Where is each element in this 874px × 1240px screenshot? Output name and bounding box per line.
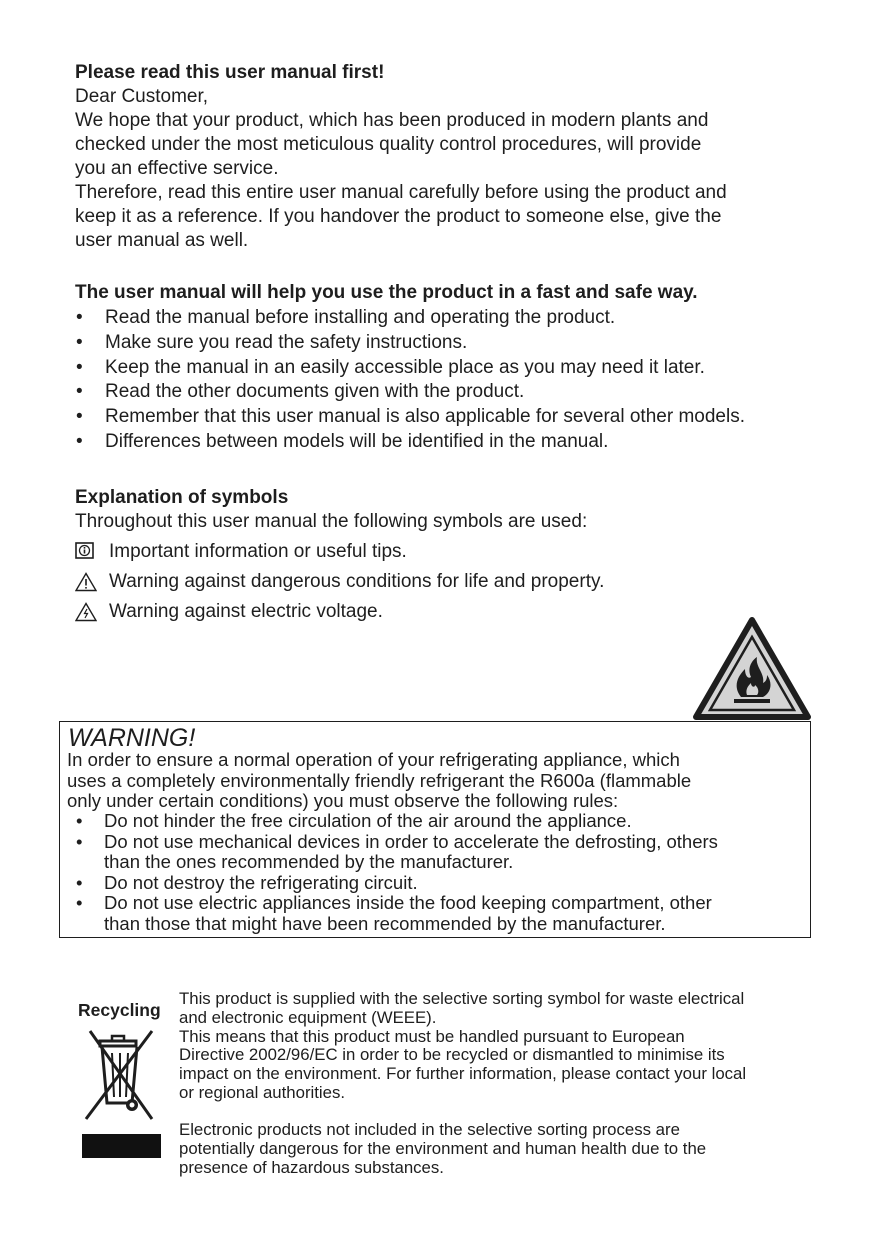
- intro-line: We hope that your product, which has been produced in modern plants and: [75, 110, 709, 131]
- electric-warning-icon: [75, 602, 97, 622]
- recycling-line: Directive 2002/96/EC in order to be recycled or dismantled to minimise its: [179, 1045, 725, 1065]
- symbols-intro: Throughout this user manual the following symbols are used:: [75, 511, 588, 532]
- intro-line: checked under the most meticulous quality control procedures, will provide: [75, 134, 702, 155]
- intro-line: you an effective service.: [75, 158, 279, 179]
- rule-line: • Do not use electric appliances inside the food keeping compartment, other: [104, 892, 712, 914]
- symbol-row-electric: [75, 601, 383, 623]
- list-item: [67, 832, 718, 873]
- recycling-line: impact on the environment. For further information, please contact your local: [179, 1064, 747, 1084]
- list-item: [67, 873, 718, 894]
- recycling-paragraph-1: [179, 990, 746, 1103]
- recycling-line: Electronic products not included in the selective sorting process are: [179, 1120, 680, 1139]
- symbols-heading: Explanation of symbols: [75, 487, 289, 508]
- rule-line: • Do not use mechanical devices in order to accelerate the defrosting, others: [104, 830, 718, 852]
- recycling-line: presence of hazardous substances.: [179, 1157, 444, 1177]
- intro-line: Dear Customer,: [75, 86, 209, 107]
- warning-line: uses a completely environmentally friendly refrigerant the R600a (flammable: [67, 769, 692, 791]
- list-item: • Differences between models will be identified in the manual.: [75, 430, 745, 455]
- recycling-line: and electronic equipment (WEEE).: [179, 1007, 437, 1027]
- warning-triangle-icon: [75, 572, 97, 592]
- list-item: • Read the manual before installing and operating the product.: [75, 306, 745, 331]
- list-item: • Remember that this user manual is also applicable for several other models.: [75, 405, 745, 430]
- intro-line: keep it as a reference. If you handover the product to someone else, give the: [75, 206, 722, 227]
- intro-line: user manual as well.: [75, 230, 249, 251]
- crossed-out-bin-icon: [82, 1023, 164, 1123]
- warning-line: In order to ensure a normal operation of your refrigerating appliance, which: [67, 749, 680, 770]
- symbol-text: Important information or useful tips.: [109, 541, 407, 562]
- intro-heading: Please read this user manual first!: [75, 62, 385, 83]
- flammable-warning-sign-icon: [693, 617, 811, 721]
- recycling-line: potentially dangerous for the environment and human health due to the: [179, 1138, 707, 1158]
- recycling-line: or regional authorities.: [179, 1082, 346, 1102]
- list-item: • Read the other documents given with the product.: [75, 380, 745, 405]
- recycling-paragraph-2: [179, 1121, 706, 1177]
- list-item: • Keep the manual in an easily accessible place as you may need it later.: [75, 356, 745, 381]
- list-item: [67, 893, 718, 934]
- symbol-text: Warning against dangerous conditions for life and property.: [109, 571, 605, 592]
- warning-intro: [67, 750, 691, 812]
- warning-line: only under certain conditions) you must observe the following rules:: [67, 790, 619, 812]
- guide-heading: The user manual will help you use the product in a fast and safe way.: [75, 282, 698, 303]
- symbol-row-warning: [75, 571, 604, 593]
- recycling-line: This product is supplied with the selective sorting symbol for waste electrical: [179, 989, 745, 1008]
- guide-bullet-list: [75, 306, 745, 455]
- rule-line: • Do not destroy the refrigerating circuit.: [104, 871, 418, 893]
- rule-line: than the ones recommended by the manufacturer.: [104, 851, 514, 873]
- intro-line: Therefore, read this entire user manual carefully before using the product and: [75, 182, 727, 203]
- list-item: [67, 811, 718, 832]
- list-item: • Make sure you read the safety instructions.: [75, 331, 745, 356]
- weee-black-bar: [82, 1134, 161, 1158]
- rule-line: than those that might have been recommended by the manufacturer.: [104, 912, 666, 934]
- recycling-line: This means that this product must be handled pursuant to European: [179, 1026, 685, 1046]
- warning-rule-list: [67, 811, 718, 935]
- warning-title: WARNING!: [68, 724, 196, 752]
- symbol-row-info: [75, 541, 407, 563]
- info-icon: [75, 542, 97, 562]
- symbol-text: Warning against electric voltage.: [109, 601, 383, 622]
- warning-box: [59, 721, 811, 938]
- rule-line: • Do not hinder the free circulation of the air around the appliance.: [104, 810, 632, 831]
- intro-section: [75, 61, 727, 253]
- recycling-label: Recycling: [78, 1000, 161, 1020]
